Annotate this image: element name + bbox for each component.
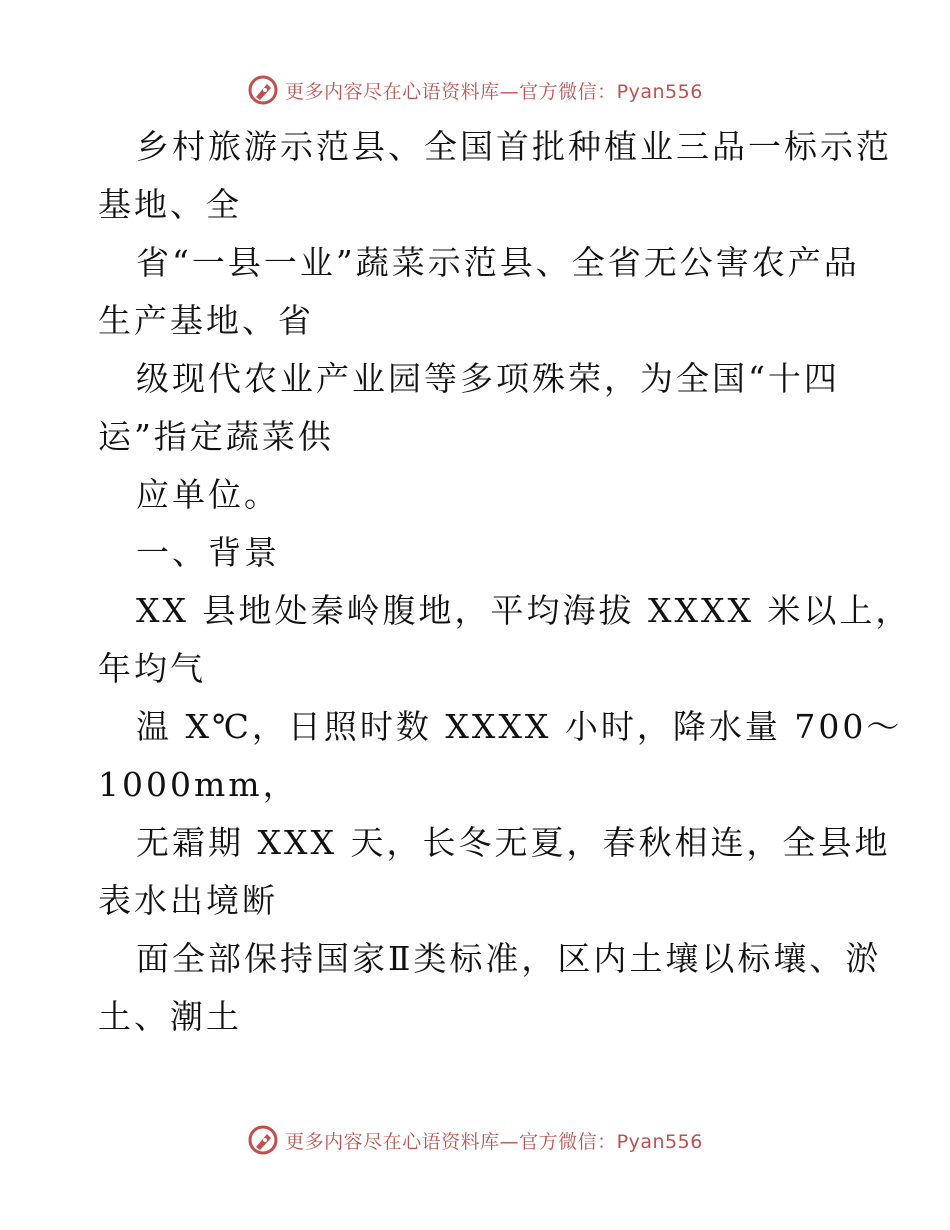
text-line-15: 面全部保持国家Ⅱ类标准，区内土壤以标壤、淤 [136, 939, 882, 978]
footer-watermark [0, 1120, 950, 1160]
header-watermark-text: 更多内容尽在心语资料库—官方微信：Pyan556 [285, 80, 703, 103]
text-line-1: 乡村旅游示范县、全国首批种植业三品一标示范 [136, 127, 892, 166]
footer-watermark-inner [247, 1124, 703, 1156]
text-line-3: 省“一县一业”蔬菜示范县、全省无公害农产品 [136, 243, 860, 282]
footer-watermark-text: 更多内容尽在心语资料库—官方微信：Pyan556 [285, 1130, 703, 1153]
text-line-7: 应单位。 [136, 475, 280, 514]
text-line-14: 表水出境断 [98, 881, 278, 920]
text-line-5: 级现代农业产业园等多项殊荣，为全国“十四 [136, 359, 840, 398]
text-line-9: XX 县地处秦岭腹地，平均海拔 XXXX 米以上， [136, 591, 912, 630]
text-line-11: 温 X℃，日照时数 XXXX 小时，降水量 700～ [136, 707, 903, 746]
text-line-13: 无霜期 XXX 天，长冬无夏，春秋相连，全县地 [136, 823, 891, 862]
text-line-10: 年均气 [98, 649, 206, 688]
text-line-2: 基地、全 [98, 185, 242, 224]
section-heading-background: 一、背景 [136, 533, 280, 572]
header-watermark-inner [247, 74, 703, 106]
pen-nib-circle-icon [247, 74, 279, 106]
text-line-12: 1000mm， [98, 765, 299, 804]
text-line-16: 土、潮土 [98, 997, 242, 1036]
pen-nib-circle-icon [247, 1124, 279, 1156]
document-body [98, 118, 912, 1046]
header-watermark [0, 70, 950, 110]
text-line-6: 运”指定蔬菜供 [98, 417, 334, 456]
text-line-4: 生产基地、省 [98, 301, 314, 340]
